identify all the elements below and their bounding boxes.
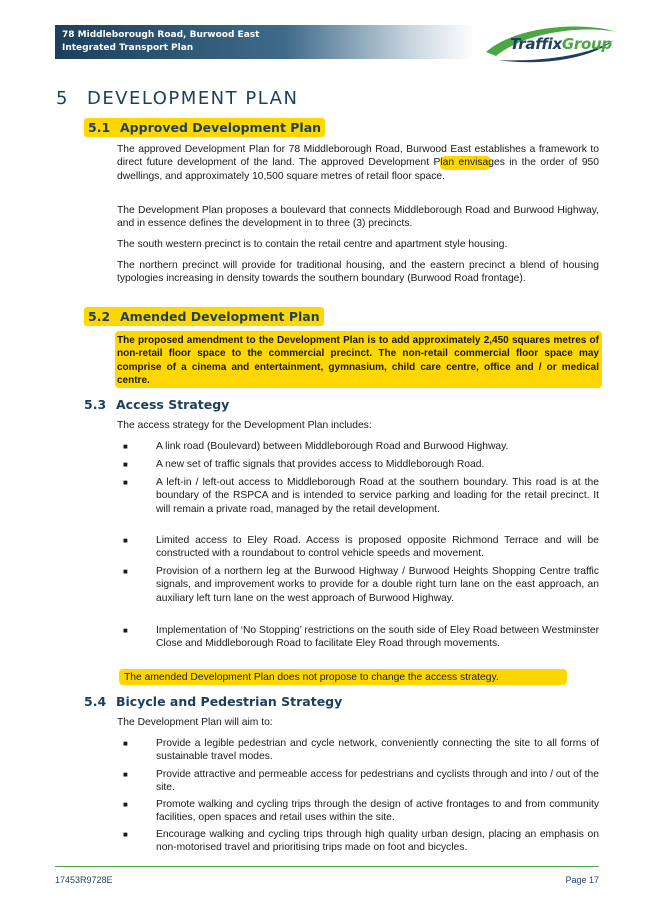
access-bullet-6: ■ Implementation of ‘No Stopping’ restrictions on the south side of Eley Road between Westminster Close and Middleborough Road to facilitate Eley Road through movements. <box>123 625 599 650</box>
bullet-square-icon: ■ <box>123 567 128 576</box>
header-title <box>62 29 259 55</box>
bicycle-intro: The Development Plan will aim to: <box>117 717 273 728</box>
bicycle-bullet-1: ■ Provide a legible pedestrian and cycle network, conveniently connecting the site to all forms of sustainable travel modes. <box>123 738 599 763</box>
bullet-square-icon: ■ <box>123 536 128 545</box>
bicycle-bullet-4: ■ Encourage walking and cycling trips through high quality urban design, placing an emphasis on non-motorised travel and prioritising trips made on foot and bicycles. <box>123 829 599 854</box>
heading-5-1: 5.1 Approved Development Plan <box>84 120 325 135</box>
paragraph-5-1-d: The northern precinct will provide for traditional housing, and the eastern precinct a blend of housing typologies increasing in density towards the southern boundary (Burwood Road frontage). <box>117 260 599 285</box>
heading-5-4: 5.4 Bicycle and Pedestrian Strategy <box>84 694 343 709</box>
header-line-1: 78 Middleborough Road, Burwood East <box>62 30 260 40</box>
bullet-square-icon: ■ <box>123 478 128 487</box>
access-bullet-4: ■ Limited access to Eley Road. Access is proposed opposite Richmond Terrace and will be constructed with a roundabout to control vehicle speeds and movement. <box>123 535 599 560</box>
paragraph-5-2: The proposed amendment to the Development Plan is to add approximately 2,450 squares metres of non-retail floor space to the commercial precinct. The non-retail commercial floor space may comprise of a cinema and entertainment, gymnasium, child care centre, office and / or medical centre. <box>117 335 599 387</box>
bullet-square-icon: ■ <box>123 460 128 469</box>
section-heading: 5 DEVELOPMENT PLAN <box>56 88 299 109</box>
footer-rule <box>55 866 599 867</box>
heading-5-3: 5.3 Access Strategy <box>84 397 230 412</box>
heading-5-2: 5.2 Amended Development Plan <box>84 309 324 324</box>
bicycle-bullet-3: ■ Promote walking and cycling trips through the design of active frontages to and from community facilities, open spaces and retail uses within the site. <box>123 799 599 824</box>
access-note: The amended Development Plan does not propose to change the access strategy. <box>124 672 499 683</box>
access-bullet-1: ■ A link road (Boulevard) between Middleborough Road and Burwood Highway. <box>123 441 509 452</box>
bicycle-bullet-2: ■ Provide attractive and permeable access for pedestrians and cyclists through and into / out of the site. <box>123 769 599 794</box>
page-number: Page 17 <box>565 875 599 885</box>
paragraph-5-1-b: The Development Plan proposes a boulevard that connects Middleborough Road and Burwood Highway, and in essence defines the development in to three (3) precincts. <box>117 205 599 230</box>
bullet-square-icon: ■ <box>123 800 128 809</box>
access-bullet-2: ■ A new set of traffic signals that provides access to Middleborough Road. <box>123 459 485 470</box>
header-line-2: Integrated Transport Plan <box>62 43 194 53</box>
bullet-square-icon: ■ <box>123 626 128 635</box>
access-bullet-3: ■ A left-in / left-out access to Middleborough Road at the southern boundary. This road is at the boundary of the RSPCA and is intended to service parking and loading for the retail precinct. It will remain a private road, managed by the retail development. <box>123 477 599 515</box>
access-bullet-5: ■ Provision of a northern leg at the Burwood Highway / Burwood Heights Shopping Centre traffic signals, and improvement works to provide for a double right turn lane on the east approach, an auxiliary left turn lane on the west approach of Burwood Highway. <box>123 566 599 604</box>
bullet-square-icon: ■ <box>123 442 128 451</box>
logo-wordmark: TraffixGroup <box>510 35 612 53</box>
paragraph-5-1-c: The south western precinct is to contain the retail centre and apartment style housing. <box>117 239 508 250</box>
bullet-square-icon: ■ <box>123 739 128 748</box>
access-intro: The access strategy for the Development Plan includes: <box>117 420 372 431</box>
bullet-square-icon: ■ <box>123 830 128 839</box>
document-reference: 17453R9728E <box>55 875 113 885</box>
paragraph-5-1-a: The approved Development Plan for 78 Middleborough Road, Burwood East establishes a framework to direct future development of the land. The approved Development Plan envisages in the order of 950 dwellings, and approximately 10,500 square metres of retail floor space. <box>117 144 599 182</box>
bullet-square-icon: ■ <box>123 770 128 779</box>
